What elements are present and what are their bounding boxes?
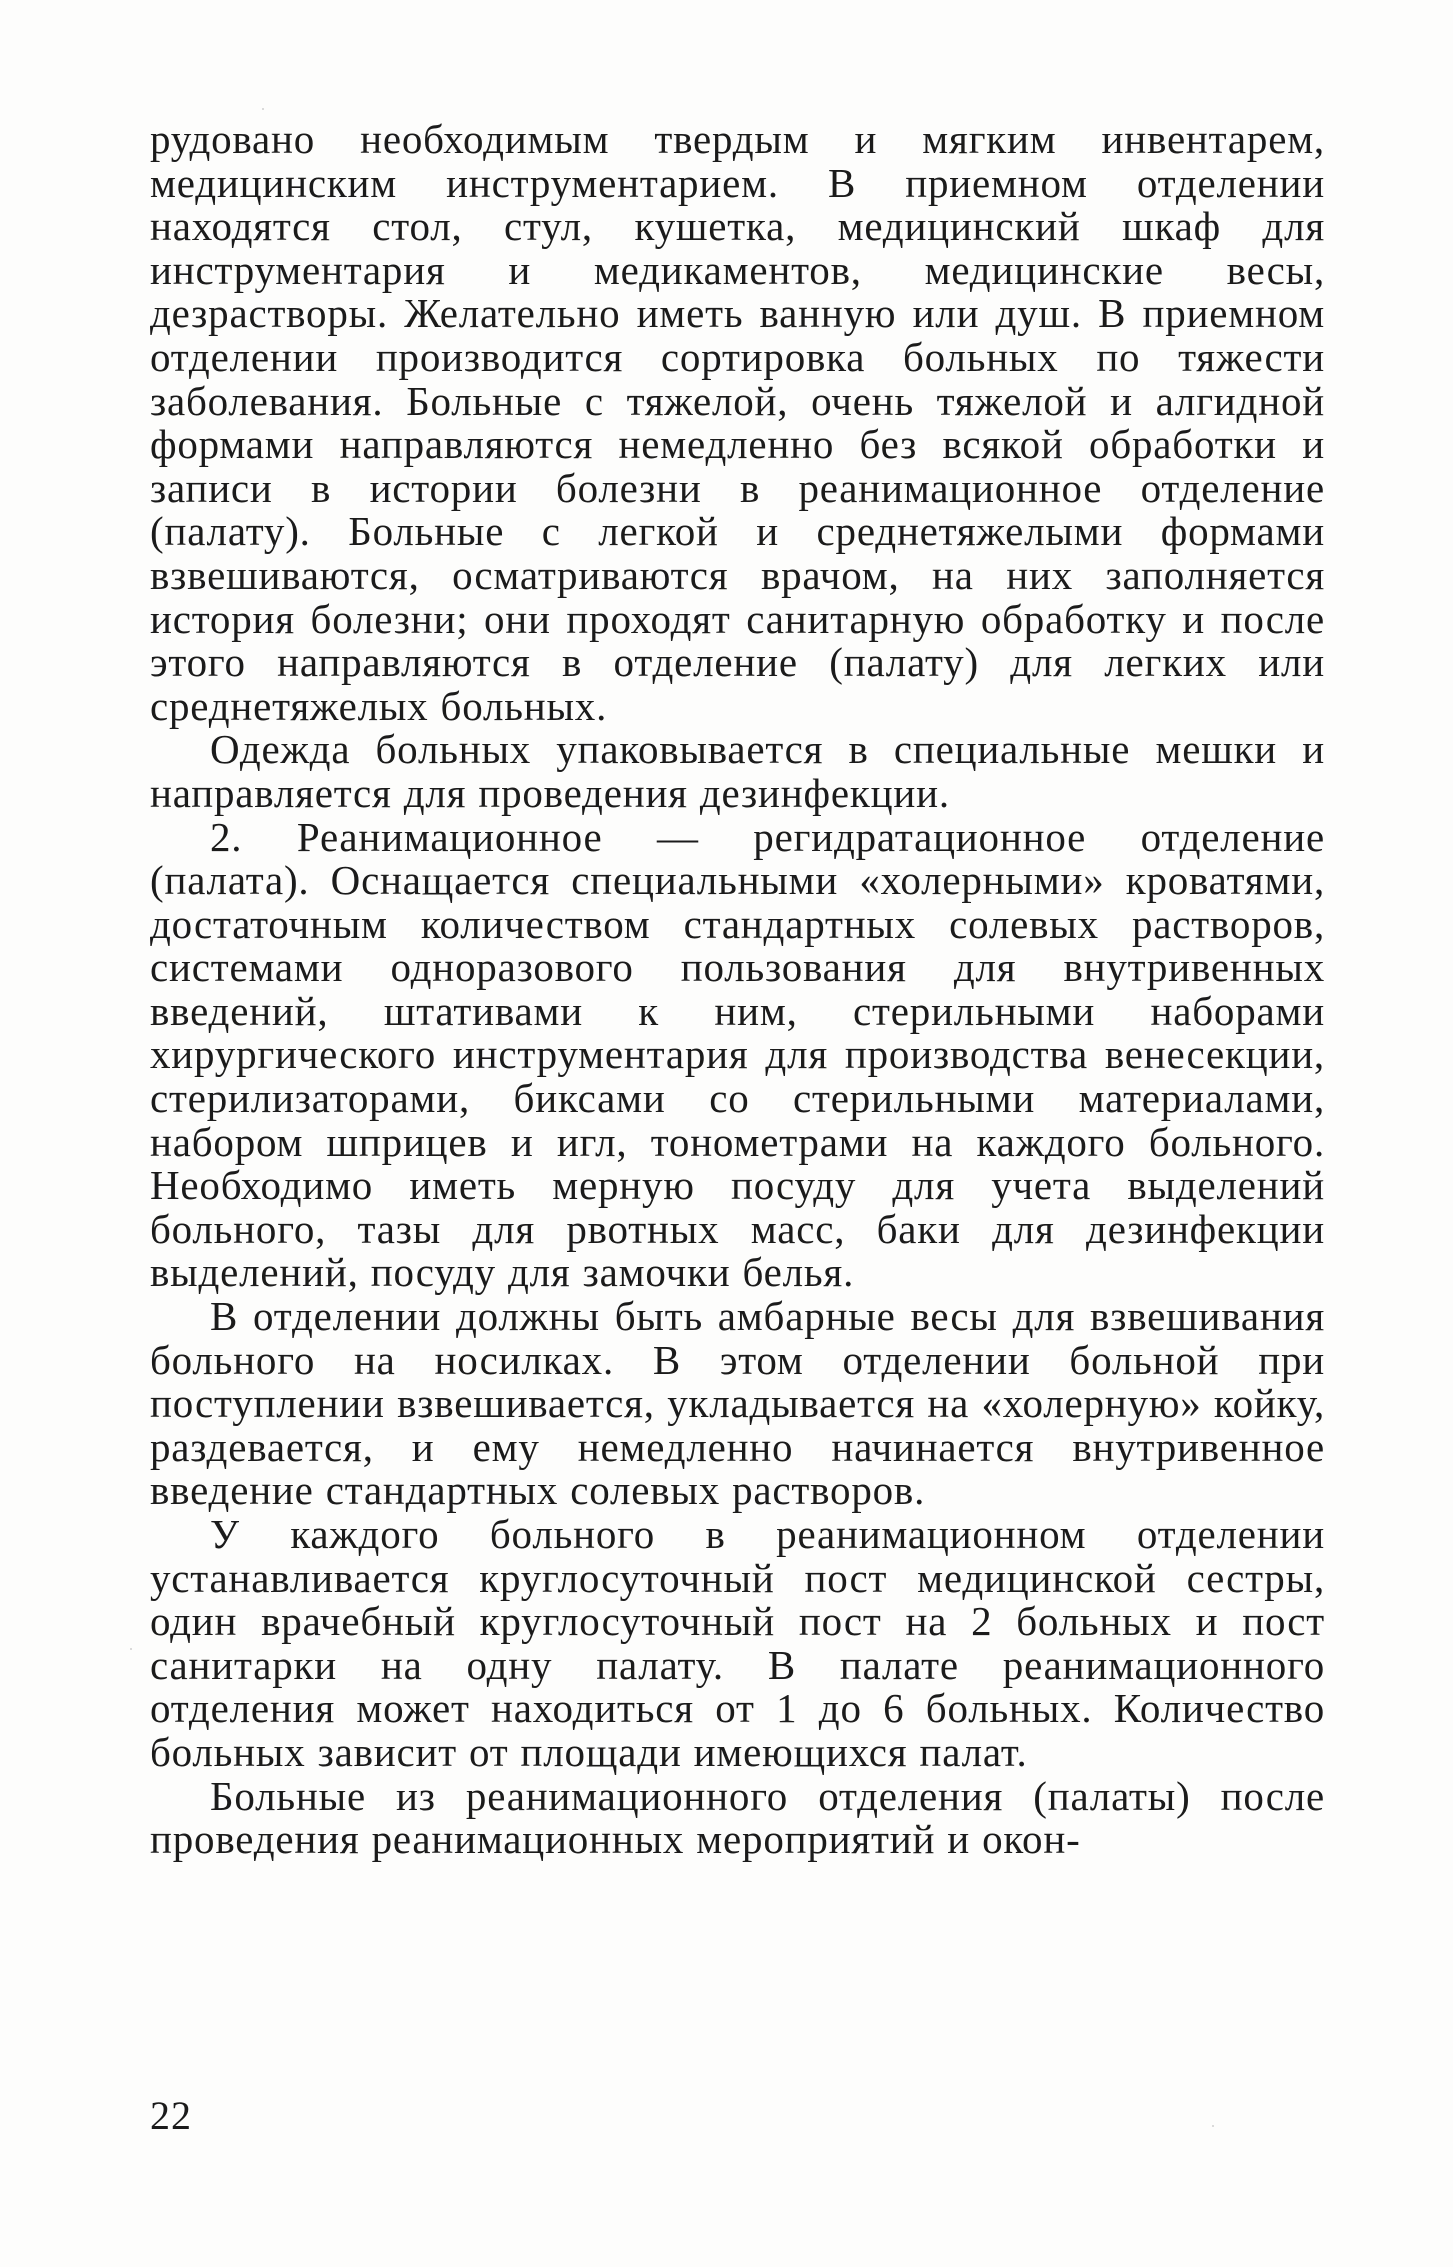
paragraph-clothing-disinfection: Одежда больных упаковывается в специальные мешки и направляется для проведения дезинфекции. [150, 726, 1325, 816]
scan-speck [130, 1648, 132, 1650]
paragraph-resuscitation-department: 2. Реанимационное — регидратационное отделение (палата). Оснащается специальными «холерными» кроватями, достаточным количеством стандартных солевых растворов, системами одноразового пользования для внутривенных введений, штативами к ним, стерильными наборами хирургического инструментария для производства венесекции, стерилизаторами, биксами со стерильными материалами, набором шприцев и игл, тонометрами на каждого больного. Необходимо иметь мерную посуду для учета выделений больного, тазы для рвотных масс, баки для дезинфекции выделений, посуду для замочки белья. [150, 813, 1325, 1296]
paragraph-scales-and-admission: В отделении должны быть амбарные весы для взвешивания больного на носилках. В этом отделении больной при поступлении взвешивается, укладывается на «холерную» койку, раздевается, и ему немедленно начинается внутривенное введение стандартных солевых растворов. [150, 1293, 1325, 1514]
scan-speck [1212, 2125, 1214, 2127]
page-number: 22 [150, 2093, 192, 2138]
scan-speck [262, 108, 264, 110]
body-text [150, 118, 1325, 1862]
paragraph-nursing-posts: У каждого больного в реанимационном отделении устанавливается круглосуточный пост медицинской сестры, один врачебный круглосуточный пост на 2 больных и пост санитарки на одну палату. В палате реанимационного отделения может находиться от 1 до 6 больных. Количество больных зависит от площади имеющихся палат. [150, 1511, 1325, 1775]
paragraph-patients-transfer: Больные из реанимационного отделения (палаты) после проведения реанимационных мероприятий и окон- [150, 1772, 1325, 1863]
paragraph-admission-department: рудовано необходимым твердым и мягким инвентарем, медицинским инструментарием. В приемном отделении находятся стол, стул, кушетка, медицинский шкаф для инструментария и медикаментов, медицинские весы, дезрастворы. Желательно иметь ванную или душ. В приемном отделении производится сортировка больных по тяжести заболевания. Больные с тяжелой, очень тяжелой и алгидной формами направляются немедленно без всякой обработки и записи в истории болезни в реанимационное отделение (палату). Больные с легкой и среднетяжелыми формами взвешиваются, осматриваются врачом, на них заполняется история болезни; они проходят санитарную обработку и после этого направляются в отделение (палату) для легких или среднетяжелых больных. [150, 116, 1325, 729]
